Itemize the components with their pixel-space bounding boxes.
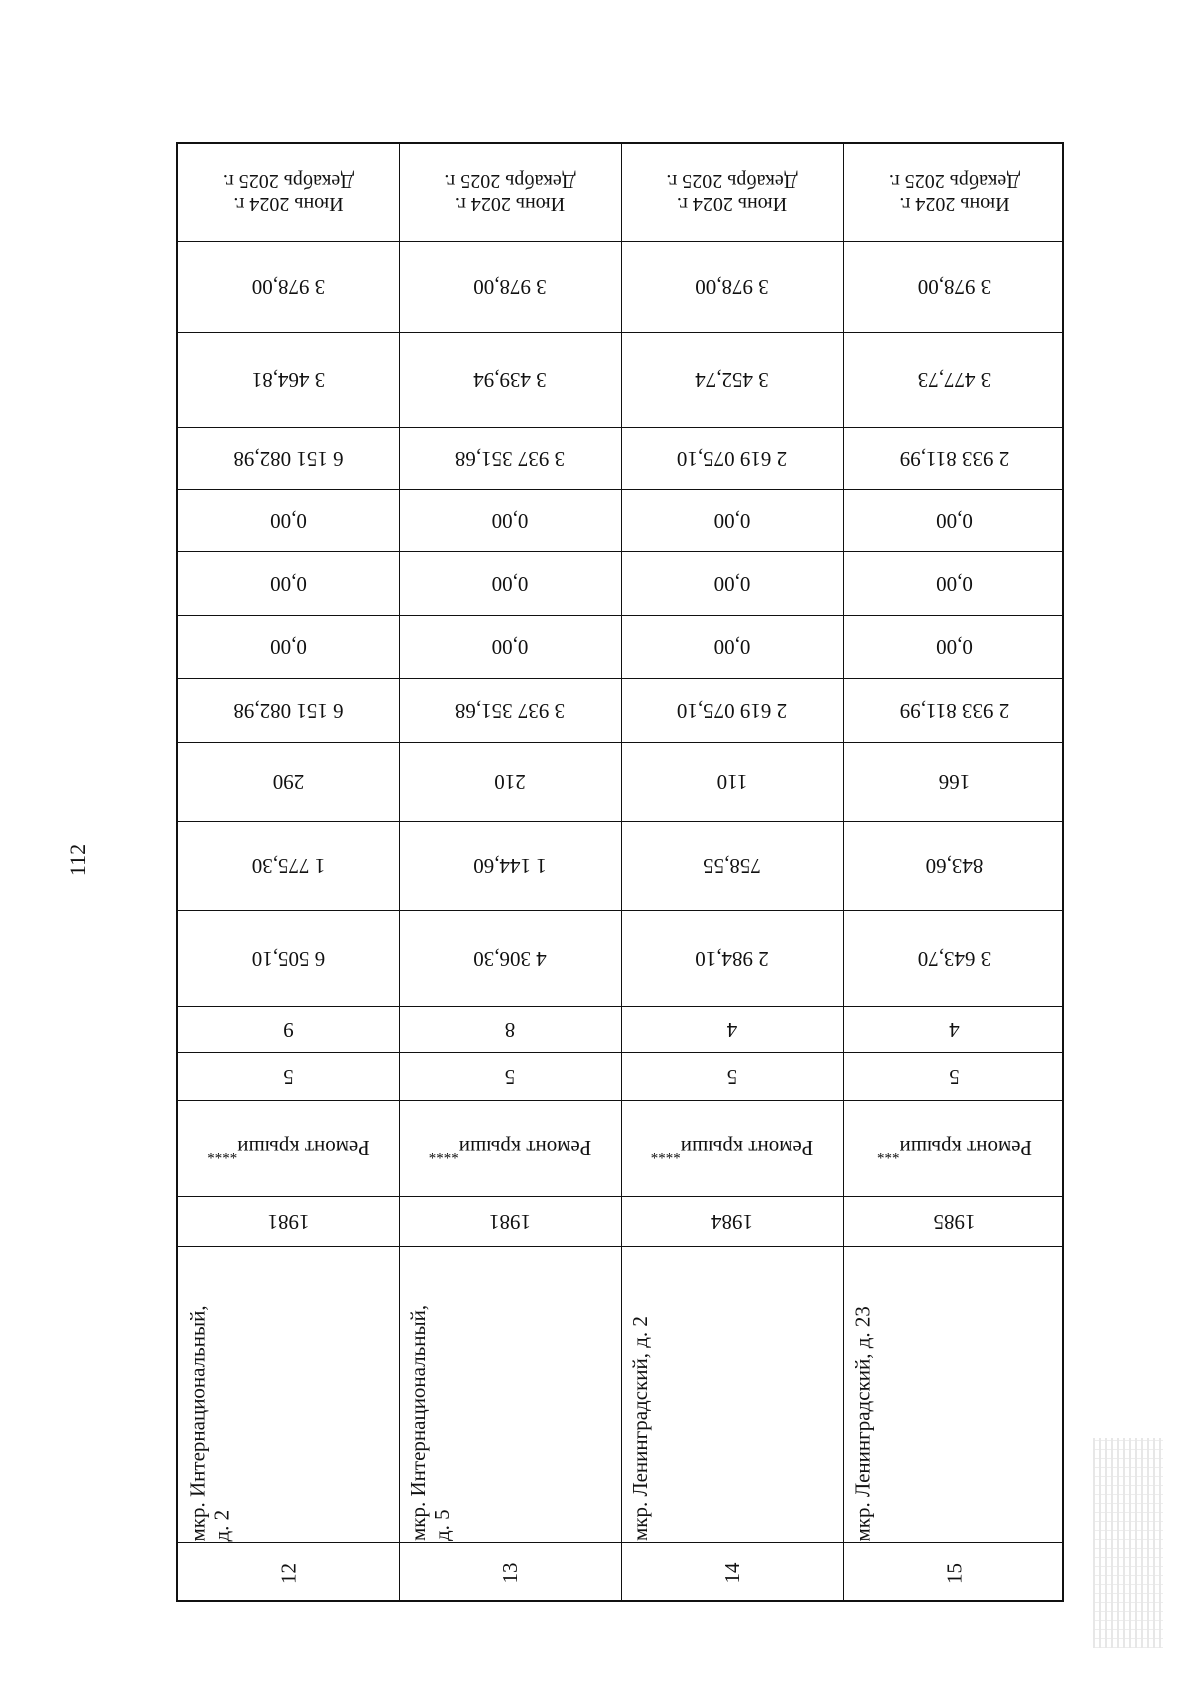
cost-total-cell xyxy=(623,680,841,740)
category-cell xyxy=(180,1054,397,1098)
table-row-divider xyxy=(178,742,1062,743)
row-number-cell xyxy=(845,1544,1064,1602)
unit-cost-value: 3 439,94 xyxy=(473,368,547,393)
cost-total-value: 6 151 082,98 xyxy=(233,698,344,723)
funding-b-cell xyxy=(180,553,397,613)
work-type-cell xyxy=(180,1102,397,1194)
table-row-divider xyxy=(178,1006,1062,1007)
residents-value: 166 xyxy=(938,770,971,795)
table-row-divider xyxy=(178,241,1062,242)
own-funds-value: 6 151 082,98 xyxy=(233,446,344,471)
row-number: 12 xyxy=(276,1562,301,1584)
funding-a-value: 0,00 xyxy=(936,635,973,660)
roof-area-value: 1 144,60 xyxy=(473,854,547,879)
table-row-divider xyxy=(178,427,1062,428)
roof-area-value: 758,55 xyxy=(703,854,761,879)
category-cell xyxy=(401,1054,619,1098)
roof-area-cell xyxy=(623,823,841,908)
limit-cost-cell xyxy=(845,243,1064,330)
funding-b-cell xyxy=(845,553,1064,613)
table-row-divider xyxy=(178,910,1062,911)
own-funds-value: 2 933 811,99 xyxy=(899,446,1010,471)
funding-b-cell xyxy=(623,553,841,613)
funding-a-cell xyxy=(845,617,1064,676)
funding-b-value: 0,00 xyxy=(491,571,529,596)
footnote-mark: **** xyxy=(650,1144,681,1161)
address-line-1: мкр. Интернациональный, xyxy=(185,1304,209,1541)
residents-value: 110 xyxy=(716,770,748,795)
limit-cost-value: 3 978,00 xyxy=(251,275,326,300)
funding-c-value: 0,00 xyxy=(270,508,307,533)
cost-total-value: 2 619 075,10 xyxy=(676,698,788,723)
limit-cost-cell xyxy=(623,243,841,330)
work-type: Ремонт крыши xyxy=(237,1135,370,1160)
period-start: Июнь 2024 г. xyxy=(676,193,788,216)
unit-cost-value: 3 477,73 xyxy=(917,368,992,393)
year-built-cell xyxy=(623,1198,841,1244)
own-funds-cell xyxy=(180,429,397,487)
address-line-1: мкр. Ленинградский, д. 2 xyxy=(628,1316,652,1541)
period-cell xyxy=(845,146,1064,239)
period-end: Декабрь 2025 г. xyxy=(222,170,355,193)
own-funds-value: 3 937 351,68 xyxy=(454,446,566,471)
row-number-cell xyxy=(180,1544,397,1602)
floors-value: 8 xyxy=(504,1017,516,1042)
row-number-cell xyxy=(401,1544,619,1602)
footnote-mark: *** xyxy=(877,1144,900,1161)
funding-b-value: 0,00 xyxy=(713,571,751,596)
address-cell xyxy=(845,1248,1064,1540)
total-area-value: 4 306,30 xyxy=(473,946,547,971)
residents-value: 210 xyxy=(494,770,526,795)
scanner-stamp-mark xyxy=(1093,1438,1163,1648)
table-row-divider xyxy=(178,821,1062,822)
cost-total-value: 3 937 351,68 xyxy=(454,698,566,723)
table-row-divider xyxy=(178,489,1062,490)
own-funds-cell xyxy=(845,429,1064,487)
row-number: 15 xyxy=(942,1562,967,1584)
category-value: 5 xyxy=(504,1064,516,1089)
period-end: Декабрь 2025 г. xyxy=(444,170,576,193)
table-row-divider xyxy=(178,332,1062,333)
floors-cell xyxy=(845,1008,1064,1050)
year-built-value: 1984 xyxy=(711,1209,753,1234)
table-row-divider xyxy=(178,1100,1062,1101)
period-cell xyxy=(180,146,397,239)
row-number: 13 xyxy=(497,1562,522,1584)
table-row-divider xyxy=(178,1196,1062,1197)
floors-cell xyxy=(401,1008,619,1050)
residents-value: 290 xyxy=(272,770,305,795)
funding-b-value: 0,00 xyxy=(936,571,973,596)
unit-cost-cell xyxy=(845,334,1064,425)
funding-a-cell xyxy=(623,617,841,676)
year-built-value: 1981 xyxy=(267,1209,310,1234)
funding-c-cell xyxy=(180,491,397,549)
limit-cost-cell xyxy=(401,243,619,330)
total-area-value: 6 505,10 xyxy=(251,946,326,971)
period-end: Декабрь 2025 г. xyxy=(666,170,798,193)
unit-cost-cell xyxy=(623,334,841,425)
category-cell xyxy=(623,1054,841,1098)
page-number: 112 xyxy=(65,843,90,877)
total-area-value: 2 984,10 xyxy=(695,946,769,971)
period-start: Июнь 2024 г. xyxy=(899,193,1010,216)
work-type: Ремонт крыши xyxy=(899,1135,1032,1160)
funding-c-cell xyxy=(845,491,1064,549)
funding-b-cell xyxy=(401,553,619,613)
period-cell xyxy=(401,146,619,239)
work-type: Ремонт крыши xyxy=(680,1135,814,1160)
period-start: Июнь 2024 г. xyxy=(454,193,566,216)
address-cell xyxy=(180,1248,397,1540)
cost-total-cell xyxy=(180,680,397,740)
year-built-value: 1985 xyxy=(933,1209,976,1234)
table-row-divider xyxy=(178,678,1062,679)
funding-c-value: 0,00 xyxy=(713,508,751,533)
limit-cost-value: 3 978,00 xyxy=(917,275,992,300)
footnote-mark: **** xyxy=(207,1144,238,1161)
funding-c-value: 0,00 xyxy=(936,508,973,533)
residents-cell xyxy=(180,744,397,819)
limit-cost-cell xyxy=(180,243,397,330)
roof-area-cell xyxy=(180,823,397,908)
funding-c-cell xyxy=(401,491,619,549)
address-cell xyxy=(623,1248,841,1540)
floors-value: 4 xyxy=(726,1017,738,1042)
table-row-divider xyxy=(178,1052,1062,1053)
period-start: Июнь 2024 г. xyxy=(233,193,344,216)
table-row-divider xyxy=(178,1246,1062,1247)
funding-a-value: 0,00 xyxy=(270,635,307,660)
row-number: 14 xyxy=(719,1562,744,1584)
address-line-1: мкр. Ленинградский, д. 23 xyxy=(850,1305,874,1541)
period-cell xyxy=(623,146,841,239)
unit-cost-cell xyxy=(401,334,619,425)
cost-total-cell xyxy=(401,680,619,740)
year-built-value: 1981 xyxy=(489,1209,531,1234)
year-built-cell xyxy=(180,1198,397,1244)
address-line-2: д. 2 xyxy=(209,1509,234,1541)
work-type-cell xyxy=(401,1102,619,1194)
table-row-divider xyxy=(178,551,1062,552)
year-built-cell xyxy=(401,1198,619,1244)
category-value: 5 xyxy=(949,1064,960,1089)
category-cell xyxy=(845,1054,1064,1098)
total-area-cell xyxy=(623,912,841,1004)
year-built-cell xyxy=(845,1198,1064,1244)
table-row-divider xyxy=(178,1542,1062,1543)
total-area-cell xyxy=(180,912,397,1004)
own-funds-cell xyxy=(623,429,841,487)
category-value: 5 xyxy=(283,1064,294,1089)
cost-total-cell xyxy=(845,680,1064,740)
total-area-value: 3 643,70 xyxy=(917,946,992,971)
row-number-cell xyxy=(623,1544,841,1602)
address-cell xyxy=(401,1248,619,1540)
residents-cell xyxy=(845,744,1064,819)
funding-c-cell xyxy=(623,491,841,549)
roof-area-cell xyxy=(401,823,619,908)
own-funds-cell xyxy=(401,429,619,487)
roof-area-value: 1 775,30 xyxy=(251,854,326,879)
work-type-cell xyxy=(845,1102,1064,1194)
residents-cell xyxy=(401,744,619,819)
cost-total-value: 2 933 811,99 xyxy=(899,698,1010,723)
floors-cell xyxy=(180,1008,397,1050)
roof-area-cell xyxy=(845,823,1064,908)
category-value: 5 xyxy=(726,1064,738,1089)
unit-cost-cell xyxy=(180,334,397,425)
own-funds-value: 2 619 075,10 xyxy=(676,446,788,471)
total-area-cell xyxy=(401,912,619,1004)
footnote-mark: **** xyxy=(428,1144,459,1161)
unit-cost-value: 3 452,74 xyxy=(695,368,769,393)
floors-cell xyxy=(623,1008,841,1050)
residents-cell xyxy=(623,744,841,819)
funding-a-cell xyxy=(401,617,619,676)
table-row-divider xyxy=(178,615,1062,616)
total-area-cell xyxy=(845,912,1064,1004)
limit-cost-value: 3 978,00 xyxy=(695,275,769,300)
unit-cost-value: 3 464,81 xyxy=(251,368,326,393)
funding-b-value: 0,00 xyxy=(270,571,307,596)
limit-cost-value: 3 978,00 xyxy=(473,275,547,300)
work-type-cell xyxy=(623,1102,841,1194)
period-end: Декабрь 2025 г. xyxy=(888,170,1021,193)
address-line-2: д. 5 xyxy=(430,1509,455,1541)
work-type: Ремонт крыши xyxy=(458,1135,592,1160)
funding-a-value: 0,00 xyxy=(491,635,529,660)
funding-c-value: 0,00 xyxy=(491,508,529,533)
address-line-1: мкр. Интернациональный, xyxy=(406,1304,430,1541)
floors-value: 4 xyxy=(949,1017,960,1042)
roof-area-value: 843,60 xyxy=(925,854,984,879)
floors-value: 9 xyxy=(283,1017,294,1042)
funding-a-cell xyxy=(180,617,397,676)
data-table xyxy=(176,142,1064,1602)
funding-a-value: 0,00 xyxy=(713,635,751,660)
